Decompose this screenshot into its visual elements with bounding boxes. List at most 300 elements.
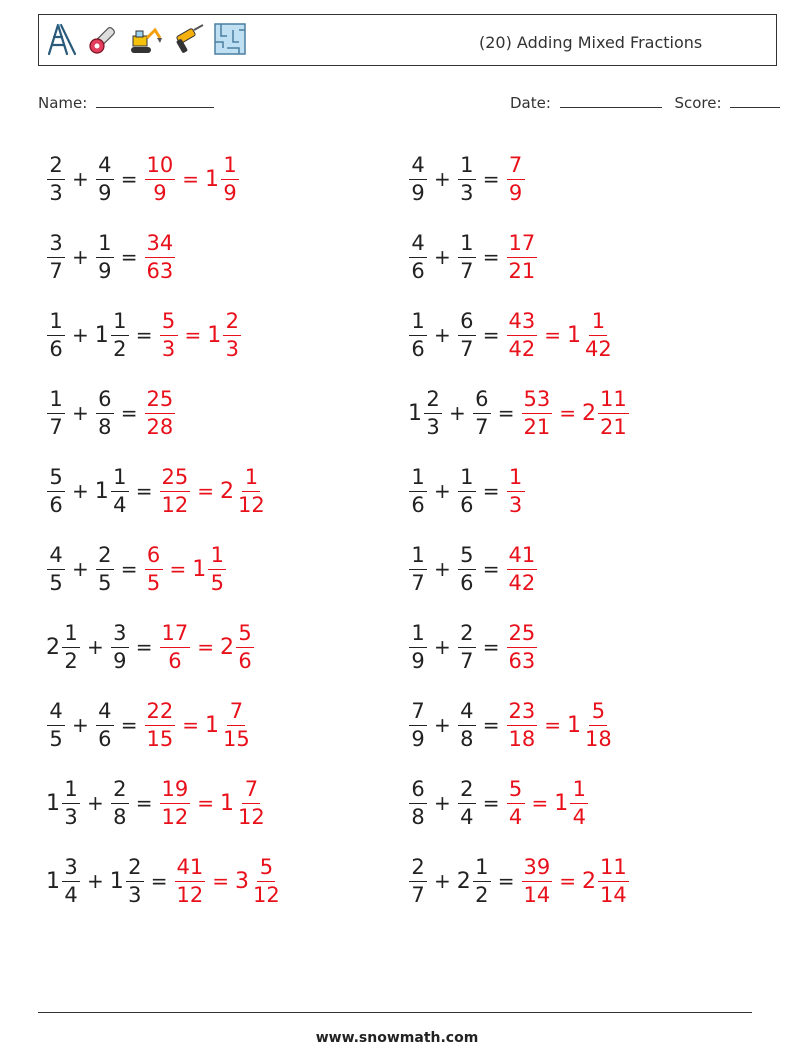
fraction <box>507 542 538 595</box>
denominator: 3 <box>460 180 474 205</box>
equals-sign: = <box>482 713 500 737</box>
answer-improper <box>144 230 177 283</box>
denominator: 9 <box>98 258 112 283</box>
denominator: 21 <box>600 414 627 439</box>
plus-sign: + <box>434 323 451 347</box>
problem-row <box>408 764 589 842</box>
denominator: 8 <box>98 414 112 439</box>
fraction <box>47 308 65 361</box>
answer <box>144 152 241 205</box>
addend-a <box>46 308 66 361</box>
fraction <box>473 386 491 439</box>
fraction <box>598 386 629 439</box>
addend-b <box>457 698 477 751</box>
answer-equals-sign: = <box>531 791 549 815</box>
denominator: 4 <box>508 804 523 829</box>
whole-number: 1 <box>205 166 220 192</box>
answer <box>144 698 253 751</box>
answer-mixed <box>220 776 268 829</box>
whole-number: 2 <box>582 400 597 426</box>
denominator: 9 <box>98 180 112 205</box>
addend-b <box>95 230 115 283</box>
denominator: 28 <box>146 414 174 439</box>
numerator: 4 <box>409 233 427 258</box>
equals-sign: = <box>120 167 138 191</box>
numerator: 23 <box>507 701 538 726</box>
fraction <box>409 464 427 517</box>
footer-divider <box>38 1012 752 1013</box>
answer-equals-sign: = <box>197 791 215 815</box>
answer <box>506 698 615 751</box>
denominator: 4 <box>113 492 127 517</box>
whole-number: 1 <box>567 712 582 738</box>
denominator: 6 <box>49 492 63 517</box>
addend-b <box>94 308 130 361</box>
denominator: 63 <box>508 648 536 673</box>
numerator: 6 <box>145 545 163 570</box>
addend-b <box>110 620 130 673</box>
numerator: 2 <box>424 389 442 414</box>
whole-number: 1 <box>554 790 569 816</box>
problem-row <box>408 374 630 452</box>
answer-mixed <box>205 152 240 205</box>
numerator: 3 <box>62 857 80 882</box>
numerator: 4 <box>96 155 114 180</box>
addend-a <box>408 230 428 283</box>
denominator: 5 <box>210 570 224 595</box>
problem-row <box>46 452 268 530</box>
numerator: 2 <box>223 311 241 336</box>
answer-mixed <box>192 542 227 595</box>
denominator: 8 <box>411 804 425 829</box>
fraction <box>160 308 178 361</box>
plus-sign: + <box>434 245 451 269</box>
numerator: 39 <box>522 857 553 882</box>
whole-number: 1 <box>94 478 109 504</box>
numerator: 2 <box>126 857 144 882</box>
denominator: 14 <box>523 882 551 907</box>
denominator: 6 <box>460 570 474 595</box>
addend-b <box>457 464 477 517</box>
fraction <box>96 152 114 205</box>
numerator: 11 <box>598 389 629 414</box>
fraction <box>473 854 491 907</box>
fraction <box>111 620 129 673</box>
numerator: 5 <box>589 701 607 726</box>
plus-sign: + <box>434 869 451 893</box>
fraction <box>598 854 629 907</box>
denominator: 21 <box>508 258 536 283</box>
plus-sign: + <box>72 479 89 503</box>
plus-sign: + <box>72 713 89 737</box>
fraction <box>96 230 114 283</box>
answer-equals-sign: = <box>559 401 577 425</box>
whole-number: 1 <box>207 322 222 348</box>
answer <box>159 464 268 517</box>
answer-equals-sign: = <box>169 557 187 581</box>
problem-row <box>46 686 253 764</box>
answer <box>521 386 630 439</box>
answer-improper <box>159 620 192 673</box>
numerator: 1 <box>409 623 427 648</box>
denominator: 7 <box>411 570 425 595</box>
ladder-icon <box>45 22 79 56</box>
answer-equals-sign: = <box>544 713 562 737</box>
answer-equals-sign: = <box>182 167 200 191</box>
answer-improper <box>521 854 554 907</box>
denominator: 5 <box>146 570 161 595</box>
score-blank[interactable] <box>730 95 780 108</box>
fraction <box>522 386 553 439</box>
addend-b <box>457 308 477 361</box>
fraction <box>458 698 476 751</box>
denominator: 2 <box>113 336 127 361</box>
fraction <box>111 308 129 361</box>
plus-sign: + <box>434 479 451 503</box>
numerator: 1 <box>409 467 427 492</box>
numerator: 1 <box>473 857 491 882</box>
denominator: 7 <box>411 882 425 907</box>
whole-number: 1 <box>46 790 60 816</box>
denominator: 14 <box>600 882 627 907</box>
denominator: 12 <box>176 882 204 907</box>
fraction <box>145 386 176 439</box>
addend-a <box>46 698 66 751</box>
answer <box>506 542 539 595</box>
denominator: 12 <box>253 882 280 907</box>
denominator: 18 <box>585 726 612 751</box>
problem-row <box>408 218 538 296</box>
numerator: 1 <box>62 623 80 648</box>
answer-mixed <box>205 698 253 751</box>
answer <box>159 776 268 829</box>
denominator: 5 <box>49 570 63 595</box>
whole-number: 1 <box>94 322 109 348</box>
numerator: 7 <box>507 155 525 180</box>
numerator: 5 <box>236 623 254 648</box>
denominator: 3 <box>161 336 176 361</box>
answer-equals-sign: = <box>184 323 202 347</box>
addend-a <box>46 776 81 829</box>
answer-improper <box>506 776 526 829</box>
addend-b <box>456 854 492 907</box>
numerator: 22 <box>145 701 176 726</box>
addend-b <box>457 776 477 829</box>
fraction <box>458 230 476 283</box>
fraction <box>62 620 80 673</box>
fraction <box>236 620 254 673</box>
answer <box>144 230 177 283</box>
problem-row <box>46 764 268 842</box>
fraction <box>583 698 614 751</box>
fraction <box>221 698 252 751</box>
answer-mixed <box>567 308 615 361</box>
fraction <box>160 620 191 673</box>
addend-a <box>408 464 428 517</box>
fraction <box>145 152 176 205</box>
numerator: 6 <box>458 311 476 336</box>
problem-row <box>408 686 615 764</box>
numerator: 1 <box>589 311 607 336</box>
equals-sign: = <box>120 245 138 269</box>
denominator: 6 <box>49 336 63 361</box>
denominator: 12 <box>238 804 265 829</box>
answer-improper <box>506 698 539 751</box>
numerator: 4 <box>47 545 65 570</box>
whole-number: 2 <box>456 868 471 894</box>
plus-sign: + <box>87 869 104 893</box>
equals-sign: = <box>482 791 500 815</box>
problem-row <box>46 842 283 920</box>
numerator: 25 <box>507 623 538 648</box>
addend-b <box>457 542 477 595</box>
numerator: 7 <box>242 779 260 804</box>
numerator: 53 <box>522 389 553 414</box>
answer-equals-sign: = <box>559 869 577 893</box>
answer-improper <box>506 464 526 517</box>
plus-sign: + <box>72 323 89 347</box>
denominator: 5 <box>98 570 112 595</box>
addend-a <box>408 542 428 595</box>
denominator: 6 <box>238 648 252 673</box>
fraction <box>409 308 427 361</box>
addend-a <box>46 464 66 517</box>
whole-number: 1 <box>567 322 582 348</box>
denominator: 5 <box>49 726 63 751</box>
denominator: 63 <box>146 258 174 283</box>
problem-row <box>46 374 176 452</box>
numerator: 5 <box>47 467 65 492</box>
fraction <box>62 776 80 829</box>
answer-mixed <box>235 854 283 907</box>
fraction <box>221 152 239 205</box>
numerator: 3 <box>47 233 65 258</box>
answer-mixed <box>220 464 268 517</box>
plus-sign: + <box>434 713 451 737</box>
denominator: 4 <box>64 882 78 907</box>
whole-number: 1 <box>109 868 124 894</box>
answer-improper <box>159 308 179 361</box>
denominator: 9 <box>411 648 425 673</box>
addend-a <box>408 620 428 673</box>
denominator: 7 <box>460 258 474 283</box>
fraction <box>458 308 476 361</box>
equals-sign: = <box>497 401 515 425</box>
answer-mixed <box>554 776 589 829</box>
excavator-icon <box>129 22 163 56</box>
fraction <box>522 854 553 907</box>
equals-sign: = <box>482 557 500 581</box>
denominator: 9 <box>508 180 523 205</box>
numerator: 1 <box>111 311 129 336</box>
equals-sign: = <box>497 869 515 893</box>
numerator: 1 <box>242 467 260 492</box>
worksheet-title: (20) Adding Mixed Fractions <box>479 33 703 52</box>
numerator: 1 <box>570 779 588 804</box>
numerator: 4 <box>409 155 427 180</box>
equals-sign: = <box>120 401 138 425</box>
fraction <box>507 464 525 517</box>
numerator: 4 <box>458 701 476 726</box>
date-score-fields <box>510 94 780 112</box>
answer-mixed <box>582 386 630 439</box>
denominator: 7 <box>460 336 474 361</box>
fraction <box>458 542 476 595</box>
fraction <box>507 152 525 205</box>
equals-sign: = <box>150 869 168 893</box>
fraction <box>111 776 129 829</box>
answer-improper <box>159 776 192 829</box>
fraction <box>409 854 427 907</box>
fraction <box>409 230 427 283</box>
addend-b <box>95 698 115 751</box>
numerator: 1 <box>96 233 114 258</box>
answer <box>506 776 590 829</box>
plus-sign: + <box>434 167 451 191</box>
score-label: Score: <box>674 94 722 112</box>
problem-row <box>408 452 526 530</box>
numerator: 19 <box>160 779 191 804</box>
equals-sign: = <box>135 323 153 347</box>
answer-equals-sign: = <box>197 479 215 503</box>
numerator: 2 <box>458 623 476 648</box>
numerator: 2 <box>409 857 427 882</box>
answer <box>506 464 526 517</box>
whole-number: 1 <box>205 712 220 738</box>
fraction <box>47 542 65 595</box>
date-blank[interactable] <box>560 95 662 108</box>
fraction <box>236 464 267 517</box>
maze-icon <box>213 22 247 56</box>
denominator: 3 <box>64 804 78 829</box>
addend-b <box>95 542 115 595</box>
equals-sign: = <box>120 713 138 737</box>
denominator: 4 <box>572 804 586 829</box>
equals-sign: = <box>482 479 500 503</box>
numerator: 41 <box>175 857 206 882</box>
numerator: 17 <box>507 233 538 258</box>
fraction <box>62 854 80 907</box>
numerator: 3 <box>111 623 129 648</box>
fraction <box>236 776 267 829</box>
denominator: 12 <box>161 804 189 829</box>
whole-number: 1 <box>192 556 207 582</box>
answer <box>144 386 177 439</box>
addend-b <box>457 230 477 283</box>
numerator: 7 <box>409 701 427 726</box>
denominator: 2 <box>64 648 78 673</box>
numerator: 41 <box>507 545 538 570</box>
answer <box>174 854 283 907</box>
fraction <box>507 308 538 361</box>
addend-b <box>457 620 477 673</box>
answer-improper <box>144 386 177 439</box>
whole-number: 1 <box>46 868 60 894</box>
addend-a <box>46 152 66 205</box>
whole-number: 2 <box>582 868 597 894</box>
answer-improper <box>506 152 526 205</box>
answer-improper <box>144 542 164 595</box>
plus-sign: + <box>434 635 451 659</box>
fraction <box>160 464 191 517</box>
fraction <box>47 698 65 751</box>
addend-a <box>408 386 443 439</box>
answer-equals-sign: = <box>544 323 562 347</box>
answer-improper <box>506 620 539 673</box>
addend-a <box>46 620 81 673</box>
denominator: 15 <box>146 726 174 751</box>
problem-row <box>46 608 255 686</box>
plus-sign: + <box>72 401 89 425</box>
numerator: 2 <box>96 545 114 570</box>
denominator: 6 <box>168 648 182 673</box>
numerator: 1 <box>111 467 129 492</box>
name-blank[interactable] <box>96 95 214 108</box>
numerator: 5 <box>257 857 275 882</box>
denominator: 12 <box>238 492 265 517</box>
denominator: 18 <box>508 726 536 751</box>
numerator: 1 <box>409 545 427 570</box>
numerator: 34 <box>145 233 176 258</box>
fraction <box>507 698 538 751</box>
denominator: 9 <box>223 180 237 205</box>
fraction <box>96 542 114 595</box>
answer <box>506 620 539 673</box>
addend-a <box>408 152 428 205</box>
numerator: 25 <box>160 467 191 492</box>
numerator: 4 <box>96 701 114 726</box>
answer-mixed <box>220 620 255 673</box>
answer <box>506 152 526 205</box>
problem-row <box>46 140 240 218</box>
plus-sign: + <box>72 245 89 269</box>
drill-icon <box>171 22 205 56</box>
answer-equals-sign: = <box>182 713 200 737</box>
addend-a <box>408 308 428 361</box>
answer-improper <box>506 230 539 283</box>
fraction <box>409 776 427 829</box>
numerator: 6 <box>409 779 427 804</box>
addend-a <box>46 854 81 907</box>
problem-row <box>408 530 538 608</box>
plus-sign: + <box>72 167 89 191</box>
numerator: 7 <box>227 701 245 726</box>
plus-sign: + <box>434 557 451 581</box>
addend-a <box>46 230 66 283</box>
header-icons <box>45 22 247 56</box>
answer <box>159 308 243 361</box>
fraction <box>96 386 114 439</box>
numerator: 1 <box>221 155 239 180</box>
equals-sign: = <box>120 557 138 581</box>
addend-b <box>109 854 145 907</box>
chainsaw-icon <box>87 22 121 56</box>
numerator: 1 <box>409 311 427 336</box>
addend-a <box>46 386 66 439</box>
numerator: 1 <box>458 155 476 180</box>
fraction <box>409 152 427 205</box>
numerator: 1 <box>47 389 65 414</box>
plus-sign: + <box>72 557 89 581</box>
equals-sign: = <box>135 479 153 503</box>
whole-number: 3 <box>235 868 250 894</box>
fraction <box>507 620 538 673</box>
fraction <box>570 776 588 829</box>
fraction <box>96 698 114 751</box>
fraction <box>409 620 427 673</box>
plus-sign: + <box>87 791 104 815</box>
denominator: 42 <box>508 570 536 595</box>
